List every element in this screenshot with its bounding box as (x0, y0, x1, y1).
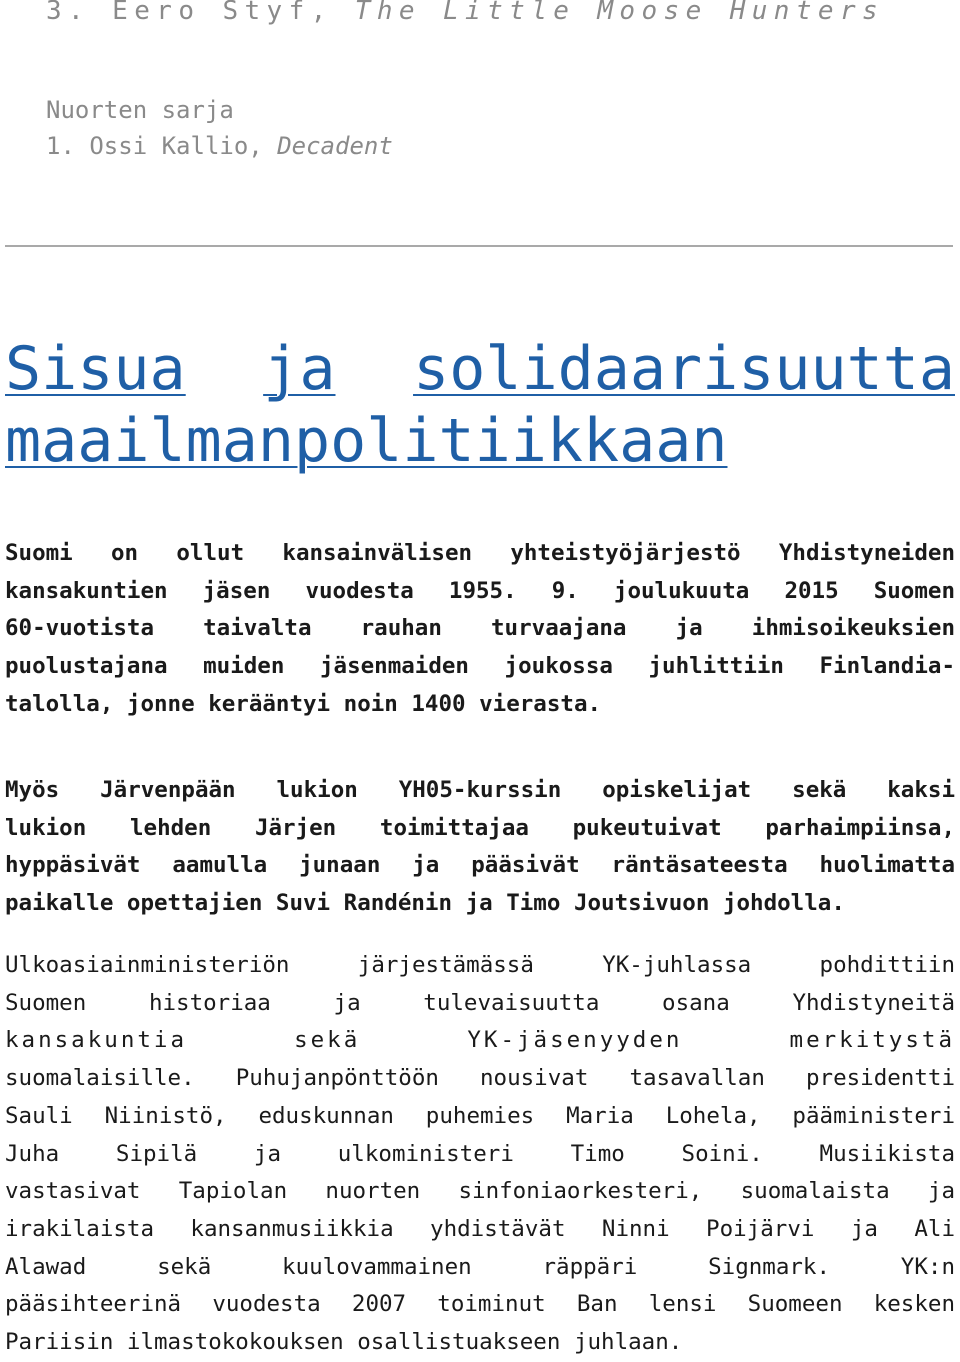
result-number: 3. (46, 0, 91, 26)
result-author: Eero Styf, (112, 0, 333, 26)
section-entry-1 (46, 129, 393, 163)
entry-number: 1. (46, 132, 75, 160)
paragraph-line: Suomen historiaa ja tulevaisuutta osana Yhdistyneitä (5, 989, 955, 1016)
headline-word: Sisua (5, 334, 186, 404)
lead-line: puolustajana muiden jäsenmaiden joukossa juhlittiin Finlandia- (5, 653, 955, 680)
article-headline-link[interactable] (5, 333, 955, 477)
lead-paragraph (5, 535, 955, 724)
paragraph-line: Sauli Niinistö, eduskunnan puhemies Maria Lohela, pääministeri (5, 1102, 955, 1129)
lead-line: talolla, jonne kerääntyi noin 1400 vierasta. (5, 690, 602, 717)
body-paragraph-3 (5, 947, 955, 1362)
result-entry-3 (46, 0, 956, 28)
paragraph-line: Ulkoasiainministeriön järjestämässä YK-juhlassa pohdittiin (5, 952, 955, 978)
paragraph-line: kansakuntia sekä YK-jäsenyyden merkitystä (5, 1027, 955, 1054)
entry-author: Ossi Kallio, (89, 132, 263, 160)
paragraph-line: suomalaisille. Puhujanpönttöön nousivat tasavallan presidentti (5, 1065, 955, 1092)
paragraph-line: hyppäsivät aamulla junaan ja pääsivät räntäsateesta huolimatta (5, 852, 955, 879)
paragraph-line: Pariisin ilmastokokouksen osallistuakseen juhlaan. (5, 1329, 683, 1356)
paragraph-line: Myös Järvenpään lukion YH05-kurssin opiskelijat sekä kaksi (5, 777, 955, 803)
paragraph-line: vastasivat Tapiolan nuorten sinfoniaorkesteri, suomalaista ja (5, 1178, 955, 1205)
headline-word: ja (263, 334, 336, 404)
paragraph-line: Alawad sekä kuulovammainen räppäri Signmark. YK:n (5, 1253, 955, 1280)
paragraph-line: irakilaista kansanmusiikkia yhdistävät Ninni Poijärvi ja Ali (5, 1215, 955, 1242)
lead-line: Suomi on ollut kansainvälisen yhteistyöjärjestö Yhdistyneiden (5, 540, 955, 566)
paragraph-line: pääsihteerinä vuodesta 2007 toiminut Ban lensi Suomeen kesken (5, 1291, 955, 1318)
headline-line-2: maailmanpolitiikkaan (5, 406, 728, 476)
headline-line-1 (5, 333, 955, 405)
paragraph-line: lukion lehden Järjen toimittajaa pukeutuivat parhaimpiinsa, (5, 814, 955, 841)
lead-line: kansakuntien jäsen vuodesta 1955. 9. joulukuuta 2015 Suomen (5, 577, 955, 604)
paragraph-line: Juha Sipilä ja ulkoministeri Timo Soini. Musiikista (5, 1140, 955, 1167)
result-work: The Little Moose Hunters (354, 0, 885, 26)
lead-line: 60-vuotista taivalta rauhan turvaajana ja ihmisoikeuksien (5, 615, 955, 642)
paragraph-line: paikalle opettajien Suvi Randénin ja Timo Joutsivuon johdolla. (5, 890, 845, 917)
body-paragraph-2 (5, 772, 955, 923)
horizontal-divider (5, 245, 953, 247)
headline-word: solidaarisuutta (413, 334, 955, 404)
section-title: Nuorten sarja (46, 96, 234, 124)
entry-work: Decadent (277, 132, 393, 160)
